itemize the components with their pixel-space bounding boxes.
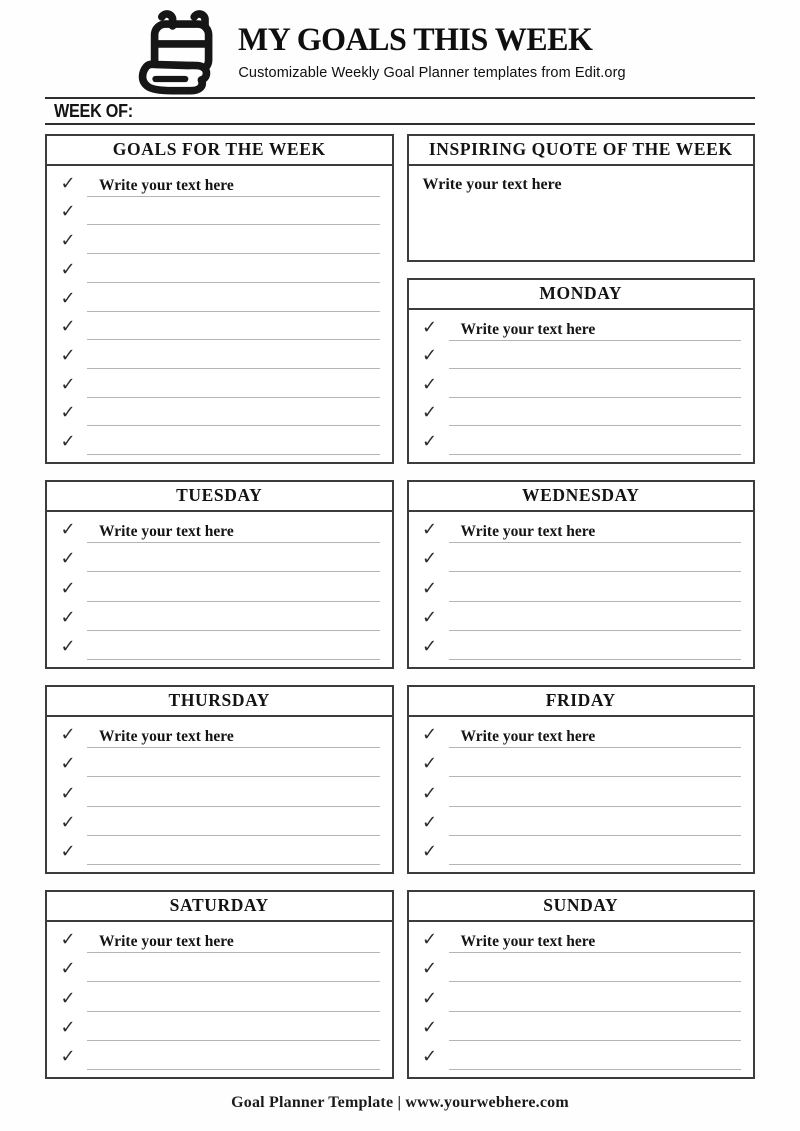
- check-icon: ✓: [60, 201, 76, 223]
- check-icon: ✓: [60, 753, 76, 775]
- check-icon: ✓: [60, 1046, 76, 1068]
- week-of-label: WEEK OF:: [54, 100, 133, 121]
- check-row: [415, 341, 742, 370]
- check-icon: ✓: [60, 724, 76, 746]
- check-icon: ✓: [421, 548, 438, 570]
- check-icon: ✓: [421, 519, 438, 541]
- write-line[interactable]: [87, 658, 380, 660]
- check-row: [53, 1012, 380, 1041]
- day-box-sunday: [407, 890, 756, 1079]
- check-icon: ✓: [60, 606, 76, 628]
- check-row: [415, 807, 742, 836]
- write-line[interactable]: [449, 658, 742, 660]
- check-row: [415, 572, 742, 601]
- check-row: [415, 426, 742, 455]
- check-row: [415, 312, 742, 341]
- check-row: [53, 514, 380, 543]
- check-row: [53, 225, 380, 254]
- check-icon: ✓: [421, 841, 438, 863]
- day-box-saturday: [45, 890, 394, 1079]
- check-row: [53, 924, 380, 953]
- check-icon: ✓: [421, 929, 438, 951]
- check-icon: ✓: [421, 724, 438, 746]
- check-row: [53, 283, 380, 312]
- check-row: [53, 312, 380, 341]
- write-line[interactable]: [87, 523, 380, 543]
- page-subtitle: Customizable Weekly Goal Planner templates from Edit.org: [238, 64, 626, 81]
- write-line[interactable]: [87, 453, 380, 455]
- day-body-saturday: [47, 922, 392, 1077]
- placeholder-text: Write your text here: [460, 320, 596, 338]
- check-icon: ✓: [60, 344, 76, 366]
- week-of-row: [45, 97, 755, 125]
- day-box-wednesday: [407, 480, 756, 669]
- check-icon: ✓: [60, 258, 76, 280]
- write-line[interactable]: [87, 177, 380, 197]
- quote-box-title: INSPIRING QUOTE OF THE WEEK: [409, 136, 754, 166]
- check-row: [53, 602, 380, 631]
- write-line[interactable]: [449, 321, 742, 341]
- placeholder-text: Write your text here: [99, 933, 234, 951]
- check-icon: ✓: [60, 431, 76, 453]
- check-row: [415, 369, 742, 398]
- planner-grid: [45, 134, 755, 1079]
- write-line[interactable]: [449, 1068, 742, 1070]
- day-box-thursday: [45, 685, 394, 874]
- check-row: [415, 836, 742, 865]
- check-row: [53, 777, 380, 806]
- check-icon: ✓: [60, 636, 76, 658]
- calendar-planner-icon: [130, 7, 226, 97]
- write-line[interactable]: [449, 453, 742, 455]
- check-row: [53, 836, 380, 865]
- check-row: [53, 398, 380, 427]
- check-icon: ✓: [421, 811, 438, 833]
- check-icon: ✓: [60, 316, 76, 338]
- write-line[interactable]: [87, 933, 380, 953]
- check-row: [53, 369, 380, 398]
- day-body-monday: [409, 310, 754, 462]
- header-text-block: [238, 22, 625, 80]
- check-row: [53, 982, 380, 1011]
- check-icon: ✓: [60, 841, 76, 863]
- check-icon: ✓: [421, 402, 438, 424]
- check-row: [415, 602, 742, 631]
- check-row: [415, 1012, 742, 1041]
- placeholder-text: Write your text here: [99, 728, 234, 746]
- write-line[interactable]: [449, 523, 742, 543]
- check-row: [53, 340, 380, 369]
- check-row: [415, 514, 742, 543]
- day-box-friday: [407, 685, 756, 874]
- write-line[interactable]: [87, 863, 380, 865]
- quote-box-body[interactable]: [409, 166, 754, 260]
- check-row: [415, 748, 742, 777]
- check-row: [415, 777, 742, 806]
- check-row: [415, 543, 742, 572]
- check-icon: ✓: [60, 958, 76, 980]
- check-icon: ✓: [421, 606, 438, 628]
- check-icon: ✓: [60, 172, 76, 194]
- check-row: [415, 924, 742, 953]
- check-icon: ✓: [60, 782, 76, 804]
- check-icon: ✓: [421, 430, 438, 452]
- page-title: MY GOALS THIS WEEK: [238, 22, 593, 59]
- placeholder-text: Write your text here: [460, 933, 596, 951]
- day-box-tuesday: [45, 480, 394, 669]
- check-row: [415, 1041, 742, 1070]
- check-icon: ✓: [60, 987, 76, 1009]
- goals-box-body: [47, 166, 392, 462]
- check-icon: ✓: [421, 373, 438, 395]
- goals-box-title: GOALS FOR THE WEEK: [47, 136, 392, 166]
- check-row: [53, 254, 380, 283]
- write-line[interactable]: [449, 728, 742, 748]
- day-body-wednesday: [409, 512, 754, 667]
- check-row: [53, 197, 380, 226]
- check-icon: ✓: [60, 929, 76, 951]
- check-icon: ✓: [421, 316, 438, 338]
- check-icon: ✓: [421, 782, 438, 804]
- quote-box: [407, 134, 756, 262]
- check-icon: ✓: [421, 987, 438, 1009]
- week-of-input[interactable]: [143, 99, 755, 123]
- day-body-friday: [409, 717, 754, 872]
- goals-box: [45, 134, 394, 464]
- check-row: [53, 168, 380, 197]
- check-icon: ✓: [60, 1016, 76, 1038]
- placeholder-text: Write your text here: [99, 523, 234, 541]
- check-icon: ✓: [60, 287, 76, 309]
- write-line[interactable]: [449, 933, 742, 953]
- check-icon: ✓: [421, 958, 438, 980]
- write-line[interactable]: [87, 1068, 380, 1070]
- check-icon: ✓: [421, 345, 438, 367]
- day-title-wednesday: WEDNESDAY: [409, 482, 754, 512]
- check-icon: ✓: [60, 373, 76, 395]
- check-row: [415, 398, 742, 427]
- check-row: [415, 953, 742, 982]
- day-title-friday: FRIDAY: [409, 687, 754, 717]
- placeholder-text: Write your text here: [460, 728, 596, 746]
- check-row: [53, 1041, 380, 1070]
- check-row: [53, 543, 380, 572]
- footer-credit: Goal Planner Template | www.yourwebhere.com: [231, 1094, 569, 1111]
- check-row: [53, 572, 380, 601]
- page-header: [0, 0, 778, 97]
- check-icon: ✓: [60, 230, 76, 252]
- day-title-saturday: SATURDAY: [47, 892, 392, 922]
- check-row: [415, 631, 742, 660]
- check-icon: ✓: [421, 1016, 438, 1038]
- write-line[interactable]: [87, 728, 380, 748]
- check-row: [53, 807, 380, 836]
- check-row: [415, 982, 742, 1011]
- day-body-tuesday: [47, 512, 392, 667]
- day-title-monday: MONDAY: [409, 280, 754, 310]
- check-icon: ✓: [421, 753, 438, 775]
- check-row: [53, 719, 380, 748]
- day-box-monday: [407, 278, 756, 464]
- check-icon: ✓: [421, 1046, 438, 1068]
- check-icon: ✓: [421, 577, 438, 599]
- day-title-sunday: SUNDAY: [409, 892, 754, 922]
- check-icon: ✓: [60, 548, 76, 570]
- check-icon: ✓: [421, 636, 438, 658]
- quote-placeholder-text: Write your text here: [422, 176, 562, 193]
- check-icon: ✓: [60, 811, 76, 833]
- check-row: [415, 719, 742, 748]
- check-row: [53, 426, 380, 455]
- write-line[interactable]: [449, 863, 742, 865]
- check-icon: ✓: [60, 402, 76, 424]
- check-icon: ✓: [60, 519, 76, 541]
- day-title-tuesday: TUESDAY: [47, 482, 392, 512]
- day-body-sunday: [409, 922, 754, 1077]
- check-icon: ✓: [60, 577, 76, 599]
- check-row: [53, 631, 380, 660]
- day-title-thursday: THURSDAY: [47, 687, 392, 717]
- placeholder-text: Write your text here: [460, 523, 596, 541]
- placeholder-text: Write your text here: [99, 176, 234, 194]
- day-body-thursday: [47, 717, 392, 872]
- check-row: [53, 953, 380, 982]
- check-row: [53, 748, 380, 777]
